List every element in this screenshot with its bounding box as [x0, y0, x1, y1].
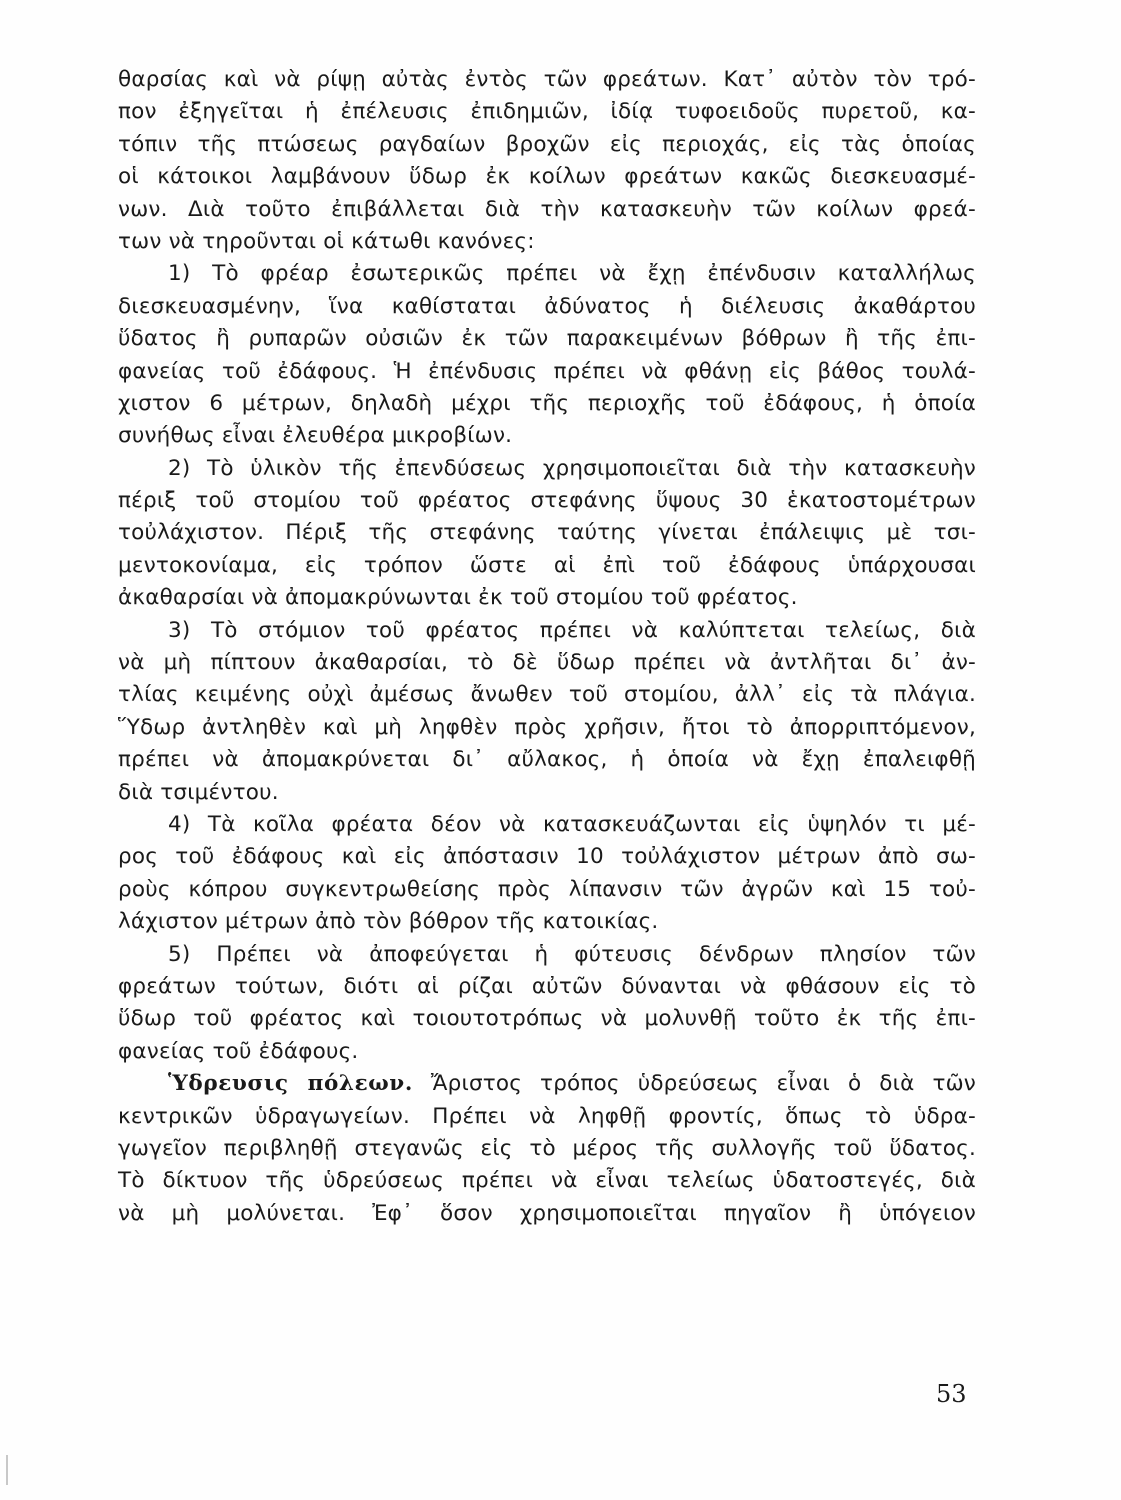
- body-text: [118, 64, 976, 1230]
- text-line: τοὐλάχιστον. Πέριξ τῆς στεφάνης ταύτης γίνεται ἐπάλειψις μὲ τσι-: [118, 520, 976, 546]
- text-line: ὕδατος ἢ ρυπαρῶν οὐσιῶν ἐκ τῶν παρακειμένων βόθρων ἢ τῆς ἐπι-: [118, 326, 976, 352]
- text-line: πον ἐξηγεῖται ἡ ἐπέλευσις ἐπιδημιῶν, ἰδίᾳ τυφοειδοῦς πυρετοῦ, κα-: [118, 99, 976, 125]
- text-line: τόπιν τῆς πτώσεως ραγδαίων βροχῶν εἰς περιοχάς, εἰς τὰς ὁποίας: [118, 131, 976, 157]
- text-line: κεντρικῶν ὑδραγωγείων. Πρέπει νὰ ληφθῇ φροντίς, ὅπως τὸ ὑδρα-: [118, 1103, 976, 1129]
- text-line: πέριξ τοῦ στομίου τοῦ φρέατος στεφάνης ὕψους 30 ἑκατοστομέτρων: [118, 488, 976, 514]
- text-line: συνήθως εἶναι ἐλευθέρα μικροβίων.: [118, 423, 513, 449]
- text-line: Ὕδωρ ἀντληθὲν καὶ μὴ ληφθὲν πρὸς χρῆσιν, ἤτοι τὸ ἀπορριπτόμενον,: [118, 714, 976, 740]
- text-line: των νὰ τηροῦνται οἱ κάτωθι κανόνες:: [118, 228, 535, 254]
- rule-3-line: 3) Τὸ στόμιον τοῦ φρέατος πρέπει νὰ καλύπτεται τελείως, διὰ: [168, 617, 976, 643]
- text-line: φρεάτων τούτων, διότι αἱ ρίζαι αὐτῶν δύνανται νὰ φθάσουν εἰς τὸ: [118, 973, 976, 999]
- rule-2-line: 2) Τὸ ὑλικὸν τῆς ἐπενδύσεως χρησιμοποιεῖται διὰ τὴν κατασκευὴν: [168, 455, 976, 481]
- text-line: Τὸ δίκτυον τῆς ὑδρεύσεως πρέπει νὰ εἶναι τελείως ὑδατοστεγές, διὰ: [118, 1168, 976, 1194]
- text-line: φανείας τοῦ ἐδάφους.: [118, 1038, 359, 1064]
- text-line: μεντοκονίαμα, εἰς τρόπον ὥστε αἱ ἐπὶ τοῦ ἐδάφους ὑπάρχουσαι: [118, 552, 976, 578]
- text-line: ρος τοῦ ἐδάφους καὶ εἰς ἀπόστασιν 10 τοὐλάχιστον μέτρων ἀπὸ σω-: [118, 844, 976, 870]
- text-line: ὕδωρ τοῦ φρέατος καὶ τοιουτοτρόπως νὰ μολυνθῇ τοῦτο ἐκ τῆς ἐπι-: [118, 1006, 976, 1032]
- text-line: χιστον 6 μέτρων, δηλαδὴ μέχρι τῆς περιοχῆς τοῦ ἐδάφους, ἡ ὁποία: [118, 390, 976, 416]
- text-line: λάχιστον μέτρων ἀπὸ τὸν βόθρον τῆς κατοικίας.: [118, 909, 659, 935]
- text-line: οἱ κάτοικοι λαμβάνουν ὕδωρ ἐκ κοίλων φρεάτων κακῶς διεσκευασμέ-: [118, 164, 976, 190]
- rule-4-line: 4) Τὰ κοῖλα φρέατα δέον νὰ κατασκευάζωνται εἰς ὑψηλόν τι μέ-: [168, 811, 976, 837]
- text-line: διεσκευασμένην, ἵνα καθίσταται ἀδύνατος ἡ διέλευσις ἀκαθάρτου: [118, 293, 976, 319]
- rule-5-line: 5) Πρέπει νὰ ἀποφεύγεται ἡ φύτευσις δένδρων πλησίον τῶν: [168, 941, 976, 967]
- section-heading-line: [118, 1068, 976, 1100]
- rule-1-line: 1) Τὸ φρέαρ ἐσωτερικῶς πρέπει νὰ ἔχῃ ἐπένδυσιν καταλλήλως: [168, 261, 976, 287]
- text-line: τλίας κειμένης οὐχὶ ἀμέσως ἄνωθεν τοῦ στομίου, ἀλλ᾽ εἰς τὰ πλάγια.: [118, 682, 976, 708]
- text-line: γωγεῖον περιβληθῇ στεγανῶς εἰς τὸ μέρος τῆς συλλογῆς τοῦ ὕδατος.: [118, 1135, 976, 1161]
- section-heading: Ὑδρευσις πόλεων.: [168, 1071, 413, 1097]
- text-line: διὰ τσιμέντου.: [118, 779, 279, 805]
- text-line: νὰ μὴ πίπτουν ἀκαθαρσίαι, τὸ δὲ ὕδωρ πρέπει νὰ ἀντλῆται δι᾽ ἀν-: [118, 650, 976, 676]
- text-line: θαρσίας καὶ νὰ ρίψῃ αὐτὰς ἐντὸς τῶν φρεάτων. Κατ᾽ αὐτὸν τὸν τρό-: [118, 67, 976, 92]
- heading-line-text: Ἄριστος τρόπος ὑδρεύσεως εἶναι ὁ διὰ τῶν: [412, 1071, 977, 1097]
- text-line: ροὺς κόπρου συγκεντρωθείσης πρὸς λίπανσιν τῶν ἀγρῶν καὶ 15 τοὐ-: [118, 876, 976, 902]
- scan-edge-mark: [6, 1455, 8, 1485]
- page-number: 53: [936, 1380, 967, 1408]
- text-line: νων. Διὰ τοῦτο ἐπιβάλλεται διὰ τὴν κατασκευὴν τῶν κοίλων φρεά-: [118, 196, 976, 222]
- text-line: νὰ μὴ μολύνεται. Ἐφ᾽ ὅσον χρησιμοποιεῖται πηγαῖον ἢ ὑπόγειον: [118, 1200, 976, 1226]
- text-line: ἀκαθαρσίαι νὰ ἀπομακρύνωνται ἐκ τοῦ στομίου τοῦ φρέατος.: [118, 585, 798, 611]
- text-line: πρέπει νὰ ἀπομακρύνεται δι᾽ αὔλακος, ἡ ὁποία νὰ ἔχῃ ἐπαλειφθῇ: [118, 747, 976, 773]
- text-line: φανείας τοῦ ἐδάφους. Ἡ ἐπένδυσις πρέπει νὰ φθάνῃ εἰς βάθος τουλά-: [118, 358, 976, 384]
